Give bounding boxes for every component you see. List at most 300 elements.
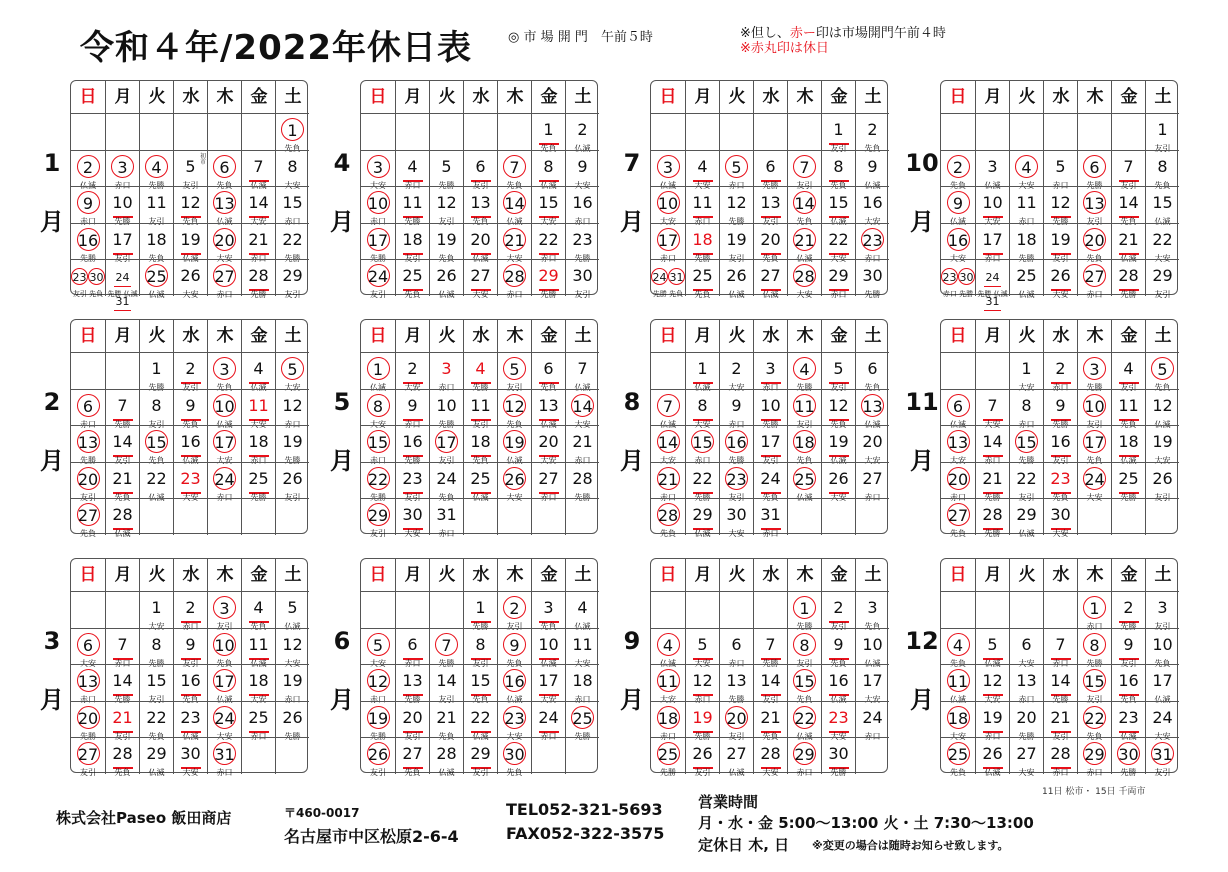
rokuyo-label: 友引 [1086, 695, 1103, 705]
day-number [856, 669, 889, 693]
day-value: 10 [1152, 634, 1173, 654]
rokuyo-label: 赤口 [830, 290, 847, 300]
day-cell [719, 701, 753, 741]
rokuyo-label: 友引 [830, 144, 847, 153]
day-value: 14 [112, 432, 133, 452]
day-cell [1145, 462, 1179, 502]
day-number [1146, 633, 1179, 657]
day-cell [651, 591, 685, 628]
day-value: 21 [248, 229, 269, 249]
day-cell [361, 498, 395, 539]
day-value: 7 [793, 155, 816, 178]
weekday-header: 日 [369, 87, 387, 107]
day-cell [651, 259, 685, 299]
day-value: 17 [760, 432, 781, 452]
day-value: 10 [213, 633, 236, 656]
day-cell [173, 425, 207, 466]
day-cell [941, 701, 975, 741]
rokuyo-label: 先勝 [1120, 768, 1137, 778]
weekday-header: 木 [207, 81, 242, 113]
day-cell [429, 664, 463, 705]
day-number [140, 357, 173, 381]
day-value: 21 [760, 707, 781, 727]
rokuyo-label: 先負 [114, 768, 131, 778]
rokuyo-label: 先負 [830, 658, 847, 668]
day-cell [651, 352, 685, 389]
day-value: 16 [947, 228, 970, 251]
day-cell [565, 591, 599, 631]
day-cell [463, 389, 497, 429]
day-value: 30 [828, 744, 849, 764]
day-number [856, 155, 889, 179]
day-number [1146, 191, 1179, 215]
day-value: 3 [543, 598, 554, 617]
rokuyo-label: 赤口 [1018, 217, 1035, 227]
day-cell [361, 150, 395, 190]
day-number [174, 357, 207, 381]
day-cell [105, 223, 139, 263]
day-cell [1009, 186, 1043, 227]
day-number [532, 467, 565, 491]
holiday-day [71, 155, 105, 179]
rokuyo-label: 仏滅 [472, 253, 489, 263]
holiday-day [720, 706, 753, 730]
day-cell [855, 591, 889, 631]
holiday-day [651, 467, 685, 491]
day-cell [241, 186, 275, 227]
day-cell [685, 259, 719, 300]
rokuyo-label: 友引 [1154, 622, 1171, 631]
day-cell [787, 628, 821, 668]
month-calendar [360, 80, 598, 300]
day-value: 13 [1083, 191, 1106, 214]
day-cell [685, 352, 719, 392]
rokuyo-label: 大安 [182, 768, 199, 778]
day-cell [275, 664, 309, 705]
day-cell [395, 425, 429, 466]
rokuyo-label: 大安 [216, 253, 233, 263]
day-cell [651, 737, 685, 778]
day-value: 27 [538, 468, 559, 488]
holiday-day [566, 706, 599, 730]
day-value: 24 [862, 707, 883, 727]
weekday-header: 土 [565, 320, 600, 352]
rokuyo-label: 先勝 [114, 419, 131, 429]
weekday-header: 金 [241, 81, 276, 113]
day-cell [753, 223, 787, 263]
day-cell [855, 186, 889, 227]
day-value: 28 [248, 266, 269, 286]
day-value: 3 [867, 598, 878, 617]
day-value: 12 [726, 193, 747, 213]
holiday-day [941, 503, 975, 527]
rokuyo-label: 仏滅 [660, 180, 676, 190]
weekday-header: 火 [1009, 559, 1044, 591]
rokuyo-label: 赤口 [728, 419, 745, 429]
day-cell [207, 628, 241, 668]
month-number: 12 [905, 627, 939, 655]
day-cell [531, 737, 565, 774]
rokuyo-label: 赤口 [216, 290, 233, 300]
rokuyo-label: 仏滅 [506, 456, 523, 466]
day-number [976, 430, 1009, 454]
day-cell [855, 498, 889, 535]
day-value: 11 [402, 193, 423, 213]
rokuyo-label: 大安 [984, 695, 1001, 705]
day-cell [821, 701, 855, 741]
rokuyo-label: 赤口 [950, 492, 966, 502]
day-value: 1 [1157, 120, 1168, 139]
day-value: 25 [692, 266, 713, 286]
day-value: 1 [281, 118, 304, 141]
day-cell [71, 664, 105, 705]
rokuyo-label: 仏滅 [148, 768, 165, 778]
rokuyo-label: 先勝 [694, 492, 711, 502]
day-value: 6 [407, 634, 418, 654]
day-number [686, 357, 719, 381]
day-number [754, 191, 787, 215]
rokuyo-label: 友引 [438, 456, 455, 466]
day-value: 4 [407, 156, 418, 176]
day-value: 2 [867, 120, 878, 139]
day-value: 21 [436, 707, 457, 727]
rokuyo-label: 先負 [148, 731, 165, 741]
rokuyo-label: 仏滅 [540, 419, 557, 429]
day-number [686, 264, 719, 288]
holiday-day [651, 669, 685, 693]
day-number [1146, 118, 1179, 142]
day-value: 29 [692, 505, 713, 525]
day-cell [1009, 664, 1043, 705]
day-number: 31 [984, 293, 1001, 311]
weekday-header: 火 [719, 81, 754, 113]
day-number [1112, 394, 1145, 418]
day-cell [105, 737, 139, 778]
rokuyo-label: 先負 [506, 419, 523, 429]
day-cell [719, 186, 753, 227]
day-cell [1111, 591, 1145, 631]
day-value: 21 [1050, 707, 1071, 727]
holiday-day [651, 394, 685, 418]
weekday-header: 月 [975, 559, 1010, 591]
day-number [174, 264, 207, 288]
day-number [856, 596, 889, 620]
day-number [1146, 430, 1179, 454]
day-cell [497, 664, 531, 705]
day-number [822, 357, 855, 381]
day-value: 13 [213, 191, 236, 214]
rokuyo: 先勝 [107, 290, 122, 299]
note-prefix: ※但し、 [740, 26, 790, 41]
weekday-header: 木 [497, 559, 532, 591]
day-value: 28 [982, 505, 1003, 525]
day-cell [855, 113, 889, 153]
day-cell [787, 223, 821, 263]
rokuyo-label: 先負 [1052, 492, 1069, 502]
rokuyo-label: 先勝 [80, 456, 96, 466]
day-cell [975, 591, 1009, 628]
weekday-header: 木 [787, 320, 822, 352]
day-value: 12 [367, 669, 390, 692]
day-value: 9 [1055, 395, 1066, 415]
rokuyo-label: 赤口 [1052, 180, 1069, 190]
day-value: 5 [1151, 357, 1174, 380]
day-value: 13 [77, 669, 100, 692]
holiday-day [430, 633, 463, 657]
day-value: 16 [1118, 671, 1139, 691]
day-value: 25 [470, 468, 491, 488]
day-value: 23 [180, 468, 201, 488]
day-cell [975, 628, 1009, 668]
day-value: 9 [407, 395, 418, 415]
holiday-day [71, 228, 105, 252]
day-number [822, 155, 855, 179]
day-cell [1145, 113, 1179, 153]
rokuyo-label: 赤口 [574, 695, 591, 705]
day-value: 19 [982, 707, 1003, 727]
rokuyo-label: 赤口 [1086, 768, 1103, 778]
day-value: 17 [862, 671, 883, 691]
rokuyo-label: 大安 [370, 180, 386, 190]
day-number [1010, 706, 1043, 730]
day-cell [395, 462, 429, 502]
day-number [140, 228, 173, 252]
day-number [1010, 467, 1043, 491]
rokuyo-label: 先勝 [694, 253, 711, 263]
month-number: 4 [333, 149, 351, 177]
day-cell [531, 150, 565, 190]
day-value: 27 [402, 744, 423, 764]
holiday-day [1078, 467, 1111, 491]
day-value: 2 [77, 155, 100, 178]
month-calendar [940, 319, 1178, 539]
holiday-day [1078, 430, 1111, 454]
day-number [856, 264, 889, 288]
holiday-day [788, 357, 821, 381]
rokuyo-label: 先勝 [984, 492, 1001, 502]
day-cell [275, 352, 309, 392]
day-number [822, 467, 855, 491]
rokuyo-label: 赤口 [1086, 622, 1103, 631]
day-cell [1111, 259, 1145, 300]
holiday-day [856, 394, 889, 418]
day-number [856, 467, 889, 491]
day-value: 23 [1118, 707, 1139, 727]
holiday-day [856, 228, 889, 252]
rokuyo-label: 先勝 [1052, 217, 1069, 227]
day-value: 7 [435, 633, 458, 656]
rokuyo-label: 大安 [694, 180, 711, 190]
rokuyo-label: 先負 [540, 622, 557, 631]
rokuyo-label: 赤口 [80, 695, 96, 705]
day-cell [1009, 591, 1043, 628]
day-number [822, 669, 855, 693]
rokuyo-label: 大安 [472, 290, 489, 300]
day-value: 14 [760, 671, 781, 691]
day-cell [941, 462, 975, 502]
rokuyo-label: 大安 [148, 622, 165, 631]
weekday-header: 金 [1111, 320, 1146, 352]
day-number [1146, 706, 1179, 730]
rokuyo-label [941, 290, 975, 299]
day-cell [207, 664, 241, 705]
rokuyo-label: 赤口 [250, 253, 267, 263]
day-cell [719, 737, 753, 778]
holiday-day [788, 669, 821, 693]
day-cell [1009, 628, 1043, 668]
holiday-day [1078, 669, 1111, 693]
weekday-header: 月 [105, 81, 140, 113]
day-value: 25 [657, 742, 680, 765]
rokuyo-label: 友引 [506, 383, 523, 392]
day-number [464, 357, 497, 381]
rokuyo-label: 先負 [182, 217, 199, 227]
day-number [396, 357, 429, 381]
rokuyo-label: 友引 [370, 290, 386, 300]
rokuyo-label: 先勝 [148, 658, 165, 668]
rokuyo-label: 友引 [472, 180, 489, 190]
weekday-header: 水 [463, 559, 498, 591]
weekday-header: 金 [241, 559, 276, 591]
day-cell [71, 701, 105, 741]
day-cell [719, 113, 753, 150]
weekday-header: 水 [173, 81, 208, 113]
holiday-day [361, 155, 395, 179]
day-value: 17 [435, 430, 458, 453]
day-value: 11 [470, 395, 491, 415]
day-number [566, 228, 599, 252]
rokuyo-label: 先勝 [80, 253, 96, 263]
holiday-day: 30 [88, 268, 105, 285]
day-value: 29 [470, 744, 491, 764]
day-cell [531, 628, 565, 668]
rokuyo-label: 友引 [1154, 768, 1171, 778]
month-suffix: 月 [330, 686, 354, 714]
day-cell [941, 498, 975, 539]
holiday-day [361, 430, 395, 454]
day-value: 19 [282, 432, 303, 452]
month-calendar [70, 80, 308, 309]
day-number [1044, 394, 1077, 418]
day-number [1010, 633, 1043, 657]
day-cell [139, 628, 173, 668]
day-value: 27 [947, 503, 970, 526]
month-number: 11 [905, 388, 939, 416]
holiday-day [941, 669, 975, 693]
day-number [754, 467, 787, 491]
day-cell [531, 591, 565, 631]
day-cell [463, 352, 497, 392]
day-number [106, 467, 139, 491]
rokuyo-label: 大安 [404, 383, 421, 392]
day-cell [565, 664, 599, 705]
rokuyo-label: 仏滅 [660, 658, 676, 668]
rokuyo-label: 友引 [1086, 217, 1103, 227]
weekday-header: 金 [821, 81, 856, 113]
day-value: 20 [402, 707, 423, 727]
day-number [1112, 191, 1145, 215]
day-cell [685, 462, 719, 502]
day-cell [1145, 259, 1179, 300]
day-value: 26 [1152, 468, 1173, 488]
day-number [822, 706, 855, 730]
day-cell [531, 389, 565, 429]
day-number [976, 706, 1009, 730]
rokuyo-label: 友引 [574, 290, 591, 300]
day-cell [275, 425, 309, 466]
day-cell [241, 591, 275, 631]
day-value: 29 [367, 503, 390, 526]
day-number [242, 228, 275, 252]
day-cell [105, 701, 139, 741]
day-value: 22 [1152, 229, 1173, 249]
day-value: 9 [185, 634, 196, 654]
rokuyo-label: 先負 [950, 529, 966, 539]
holiday-day [498, 633, 531, 657]
day-cell [753, 591, 787, 628]
note-suffix: 印は市場開門午前４時 [815, 26, 946, 41]
day-value: 5 [725, 155, 748, 178]
day-cell [1145, 591, 1179, 631]
rokuyo-label: 友引 [1052, 731, 1069, 741]
day-number [566, 467, 599, 491]
rokuyo-label: 友引 [404, 492, 421, 502]
day-value: 13 [538, 395, 559, 415]
rokuyo-label: 友引 [694, 768, 711, 778]
day-cell [651, 150, 685, 190]
day-cell [361, 186, 395, 227]
rokuyo-label: 先負 [1120, 419, 1137, 429]
rokuyo-label: 友引 [148, 217, 165, 227]
rokuyo-label: 先負 [114, 492, 131, 502]
rokuyo-label: 先勝 [472, 383, 489, 392]
rokuyo: 先負 [669, 290, 684, 299]
rokuyo-label: 先勝 [148, 180, 165, 190]
rokuyo-label: 赤口 [864, 731, 881, 741]
day-number [754, 430, 787, 454]
day-cell [173, 352, 207, 392]
special-market-note: 初市 [200, 152, 207, 166]
rokuyo-label: 仏滅 [796, 253, 813, 263]
rokuyo-label: 大安 [830, 492, 847, 502]
day-cell [821, 498, 855, 535]
day-cell [395, 389, 429, 429]
rokuyo-label: 友引 [1052, 456, 1069, 466]
rokuyo-label: 友引 [114, 456, 131, 466]
day-number [106, 191, 139, 215]
day-value: 8 [793, 633, 816, 656]
rokuyo-label: 仏滅 [796, 492, 813, 502]
day-value: 12 [282, 634, 303, 654]
rokuyo-label: 赤口 [404, 419, 421, 429]
holiday-day [71, 467, 105, 491]
day-cell [395, 150, 429, 190]
rokuyo-label: 先負 [506, 768, 523, 778]
weekday-header: 月 [395, 559, 430, 591]
rokuyo-label: 赤口 [80, 217, 96, 227]
rokuyo-label: 先勝 [284, 253, 301, 263]
day-cell [565, 113, 599, 153]
rokuyo-label: 大安 [1018, 180, 1035, 190]
day-cell [395, 701, 429, 741]
day-value: 30 [402, 505, 423, 525]
weekday-header: 金 [821, 559, 856, 591]
day-value: 9 [185, 395, 196, 415]
day-cell [1111, 186, 1145, 227]
rokuyo-label: 大安 [950, 456, 966, 466]
day-cell [105, 186, 139, 227]
day-cell [429, 425, 463, 466]
